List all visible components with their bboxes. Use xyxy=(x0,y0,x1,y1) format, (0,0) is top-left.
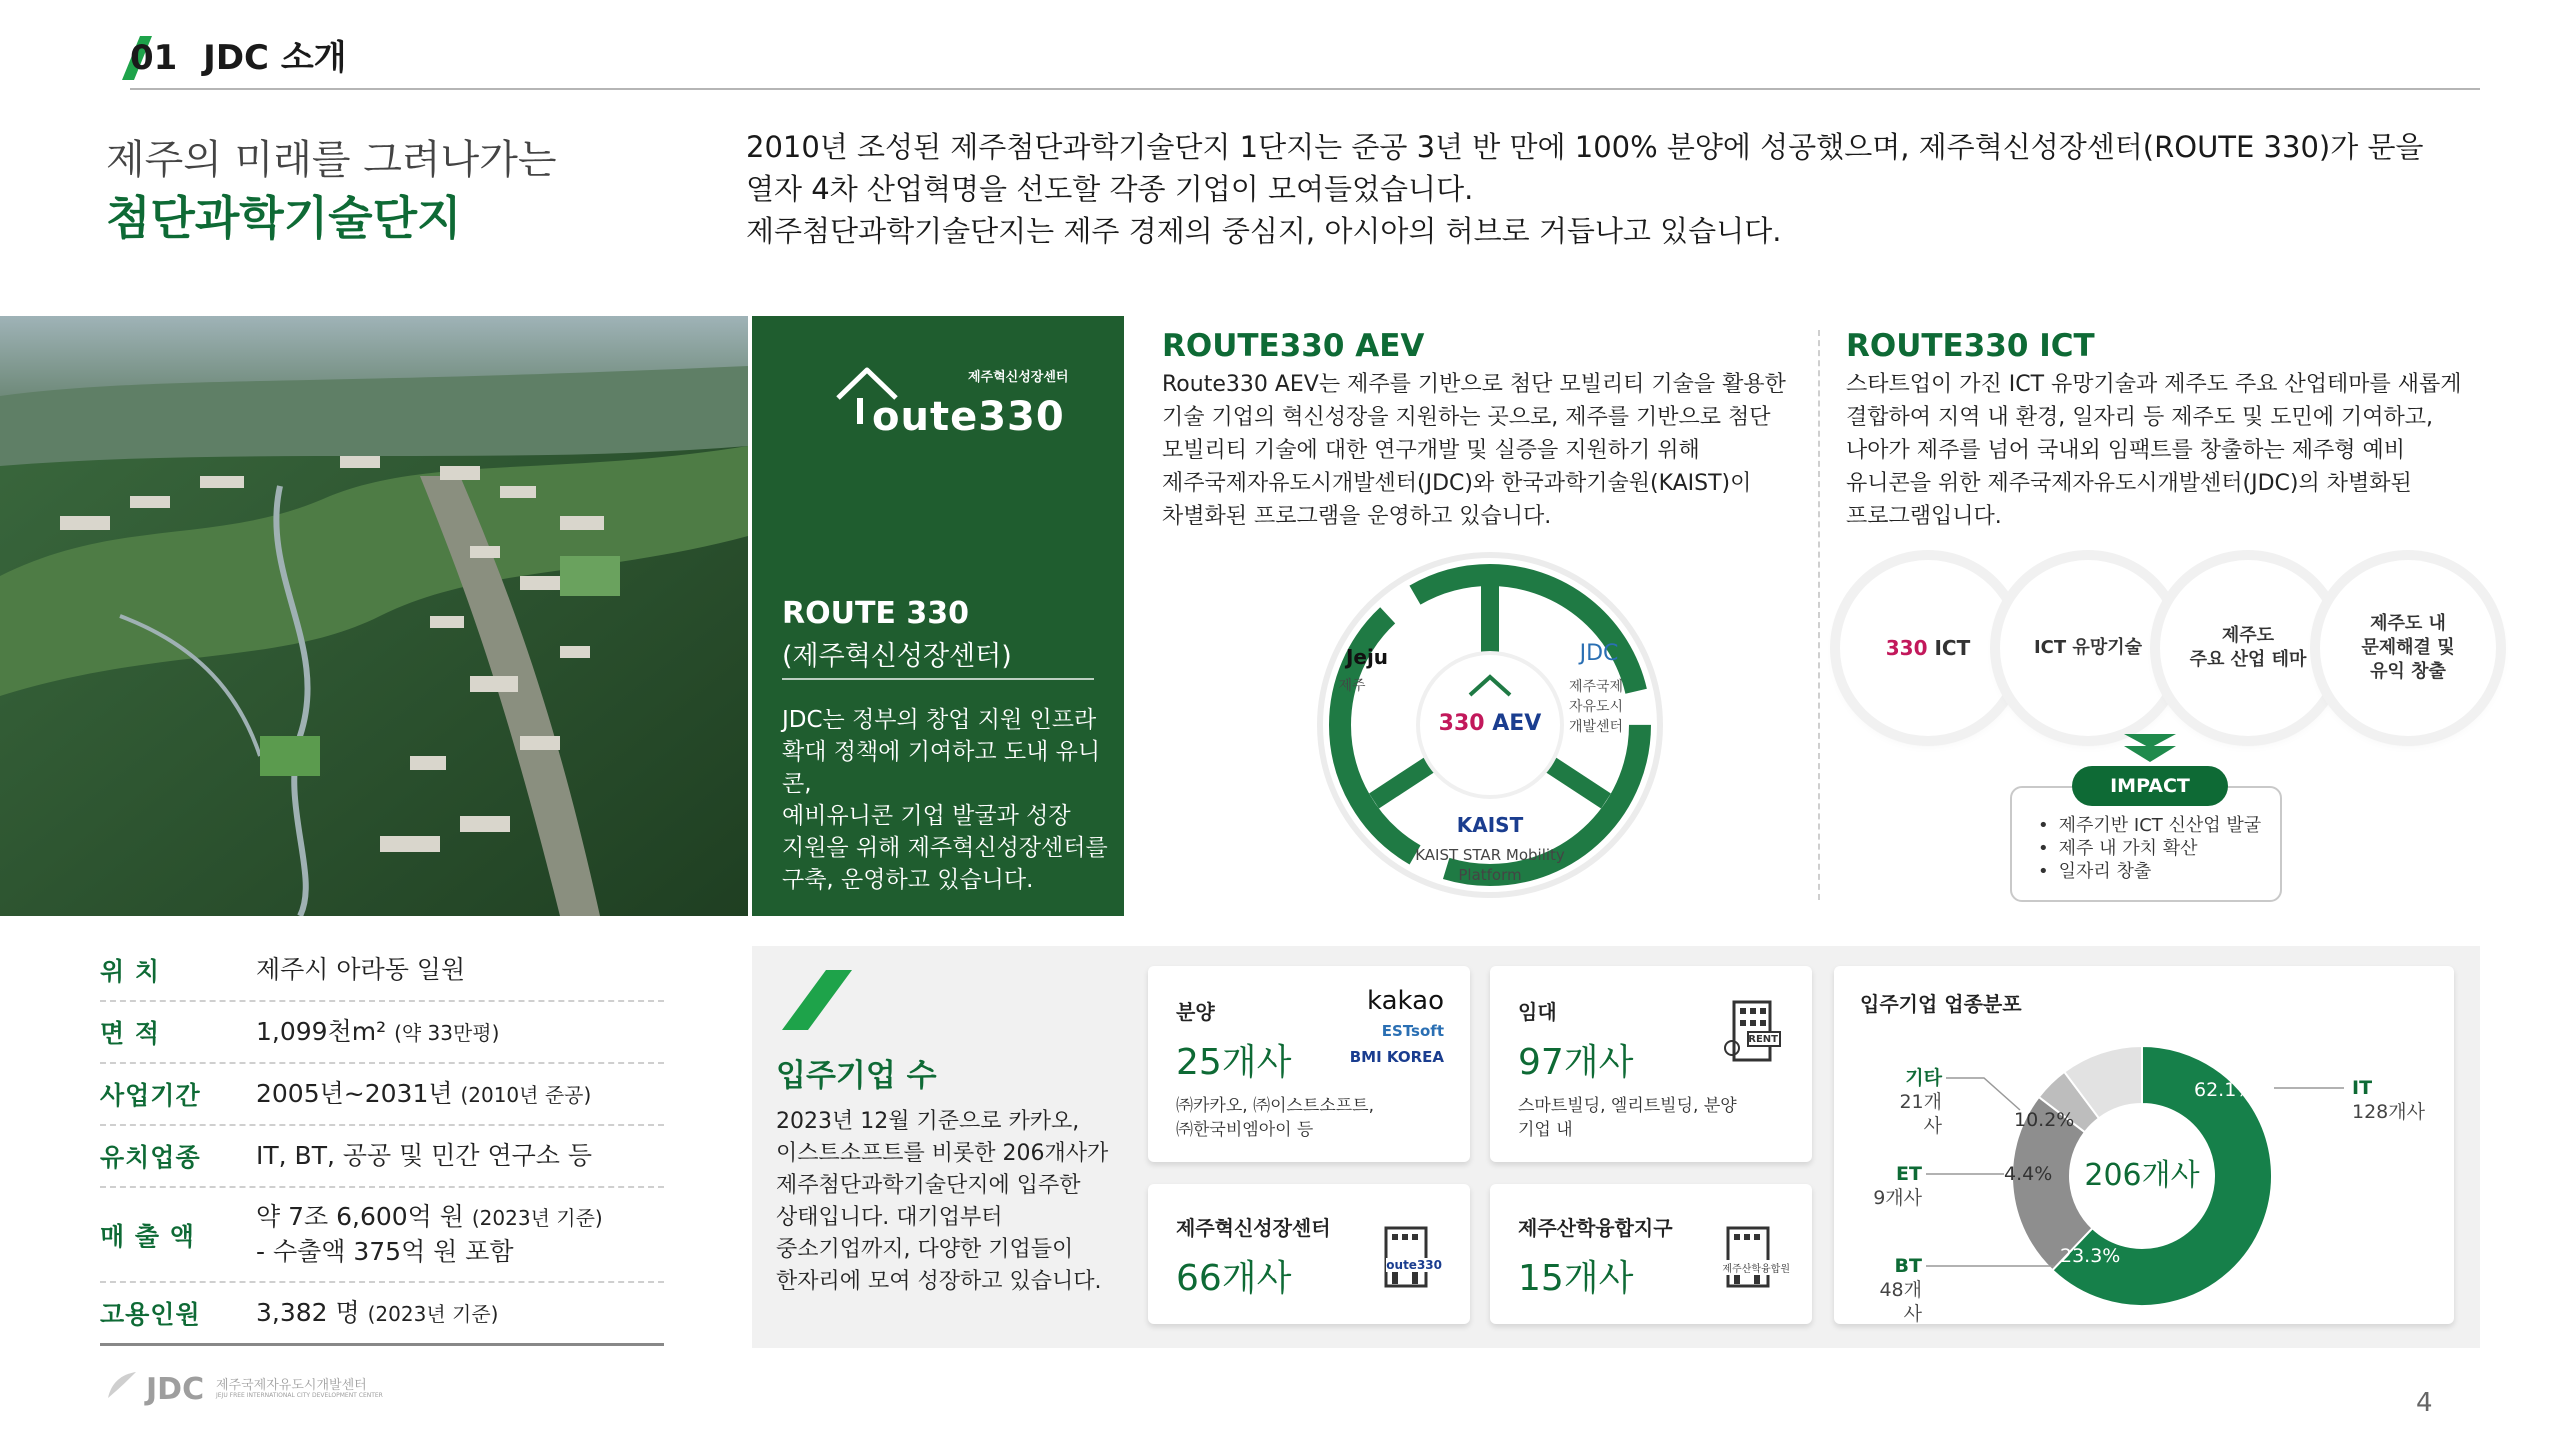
info-value xyxy=(256,1296,664,1331)
jeju-label: 제주 xyxy=(1338,678,1366,694)
building-icon xyxy=(1380,1224,1440,1288)
center-label: AEV xyxy=(1492,711,1542,736)
info-value xyxy=(256,1200,664,1269)
card-count: 15개사 xyxy=(1518,1258,1634,1299)
label-line: KAIST STAR Mobility xyxy=(1415,846,1565,864)
info-row-period xyxy=(100,1064,664,1126)
aerial-photo-illustration xyxy=(0,316,748,916)
legend-name: ET xyxy=(1896,1163,1922,1185)
info-row-employees xyxy=(100,1283,664,1346)
donut-center-label: 206개사 xyxy=(2082,1150,2202,1194)
info-value xyxy=(256,953,664,987)
label-line: Platform xyxy=(1458,866,1522,884)
hero-subtitle: 제주의 미래를 그려나가는 xyxy=(106,137,557,183)
desc-line: 2023년 12월 기준으로 카카오, xyxy=(776,1109,1080,1134)
hero-title: 첨단과학기술단지 xyxy=(106,191,462,245)
aerial-photo xyxy=(0,316,748,916)
slice-label-et: 4.4% xyxy=(2004,1163,2053,1185)
desc-line: 확대 정책에 기여하고 도내 유니콘, xyxy=(782,739,1101,797)
ict-title: ROUTE330 ICT xyxy=(1846,328,2095,364)
legend-count: 48개사 xyxy=(1879,1279,1922,1325)
info-key: 매 출 액 xyxy=(100,1221,195,1251)
kakao-logo: kakao xyxy=(1367,986,1444,1016)
impact-item: • 제주 내 가치 확산 xyxy=(2038,837,2264,860)
info-row-location xyxy=(100,940,664,1002)
info-key: 고용인원 xyxy=(100,1300,201,1329)
slice-label-bt: 23.3% xyxy=(2060,1245,2121,1267)
info-key: 사업기간 xyxy=(100,1081,201,1110)
logo-small-text: 제주혁신성장센터 xyxy=(968,370,1069,385)
section-header xyxy=(130,30,347,79)
desc-line: 지원을 위해 제주혁신성장센터를 xyxy=(782,835,1108,861)
label-line: 개발센터 xyxy=(1568,719,1624,735)
info-value xyxy=(256,1015,664,1050)
desc-line: 결합하여 지역 내 환경, 일자리 등 제주도 및 도민에 기여하고, xyxy=(1846,405,2433,430)
legend-name: BT xyxy=(1894,1255,1922,1277)
header-divider xyxy=(130,88,2480,90)
companies-desc xyxy=(776,1106,1146,1298)
desc-line: 스타트업이 가진 ICT 유망기술과 제주도 주요 산업테마를 새롭게 xyxy=(1846,372,2462,397)
legend-name: 기타 xyxy=(1905,1067,1942,1089)
ict-logo-prefix: 330 xyxy=(1885,636,1928,660)
legend-name: IT xyxy=(2352,1077,2373,1099)
note-line: 기업 내 xyxy=(1518,1120,1573,1140)
desc-line: 제주첨단과학기술단지에 입주한 xyxy=(776,1173,1081,1198)
desc-line: 유니콘을 위한 제주국제자유도시개발센터(JDC)의 차별화된 xyxy=(1846,471,2412,496)
impact-item: • 일자리 창출 xyxy=(2038,860,2264,883)
info-key: 위 치 xyxy=(100,957,161,986)
label-line: 자유도시 xyxy=(1568,699,1624,715)
jdc-leaf-icon xyxy=(104,1368,140,1404)
route330-mini-logo: oute330 xyxy=(1386,1258,1442,1272)
estsoft-logo: ESTsoft xyxy=(1381,1022,1444,1040)
section-title: JDC 소개 xyxy=(203,38,347,78)
desc-line: 이스트소프트를 비롯한 206개사가 xyxy=(776,1141,1109,1166)
value-text-sub: - 수출액 375억 원 포함 xyxy=(256,1237,514,1266)
desc-line: 모빌리티 기술에 대한 연구개발 및 실증을 지원하기 위해 xyxy=(1162,438,1700,463)
desc-line: JDC는 정부의 창업 지원 인프라 xyxy=(782,707,1097,733)
value-text: 3,382 명 xyxy=(256,1297,360,1327)
card-label: 분양 xyxy=(1176,1000,1215,1024)
rent-badge: RENT xyxy=(1748,1034,1778,1045)
jdc-logo: JDC xyxy=(1579,641,1619,666)
column-divider xyxy=(1818,330,1820,900)
ict-circle-logo xyxy=(1840,560,2016,736)
chart-title: 입주기업 업종분포 xyxy=(1860,992,2022,1016)
kaist-label xyxy=(1390,845,1590,885)
card-label: 제주산학융합지구 xyxy=(1518,1216,1673,1240)
intro-line: 2010년 조성된 제주첨단과학기술단지 1단지는 준공 3년 반 만에 100% 분양에 성공했으며, 제주혁신성장센터(ROUTE 330)가 문을 xyxy=(746,130,2424,164)
info-value xyxy=(256,1139,664,1173)
info-row-industry xyxy=(100,1126,664,1188)
ict-circle-problem xyxy=(2320,560,2496,736)
desc-line: 프로그램입니다. xyxy=(1846,504,2002,529)
companies-title: 입주기업 수 xyxy=(776,1058,937,1094)
legend-count: 9개사 xyxy=(1873,1187,1922,1209)
info-row-area xyxy=(100,1002,664,1064)
footer-org-en: JEJU FREE INTERNATIONAL CITY DEVELOPMENT CENTER xyxy=(216,1392,383,1399)
hero-intro xyxy=(746,126,2466,252)
desc-line: 한자리에 모여 성장하고 있습니다. xyxy=(776,1269,1102,1294)
info-key: 유치업종 xyxy=(100,1143,201,1172)
info-row-revenue xyxy=(100,1188,664,1283)
card-sale xyxy=(1148,966,1470,1162)
value-note: (2023년 기준) xyxy=(367,1301,499,1326)
label-line: 제주국제 xyxy=(1568,679,1624,695)
circle-line: 문제해결 및 xyxy=(2361,637,2455,658)
impact-badge: IMPACT xyxy=(2072,766,2228,806)
value-text: 1,099천m² xyxy=(256,1016,387,1046)
card-label: 제주혁신성장센터 xyxy=(1176,1216,1331,1240)
info-table xyxy=(100,940,664,1346)
aev-desc xyxy=(1162,368,1802,533)
slash-accent-icon xyxy=(782,970,852,1030)
slice-label-it: 62.1% xyxy=(2194,1079,2255,1101)
card-rent xyxy=(1490,966,1812,1162)
info-value xyxy=(256,1077,664,1112)
desc-line: 기술 기업의 혁신성장을 지원하는 곳으로, 제주를 기반으로 첨단 xyxy=(1162,405,1771,430)
building-icon xyxy=(1722,998,1782,1062)
circle-line: 주요 산업 테마 xyxy=(2189,649,2307,670)
page-number: 4 xyxy=(2416,1388,2433,1418)
value-note: (2023년 기준) xyxy=(471,1206,603,1230)
bmi-logo: BMI KOREA xyxy=(1349,1048,1444,1066)
card-count: 97개사 xyxy=(1518,1042,1634,1083)
center-prefix: 330 xyxy=(1438,711,1485,736)
value-note: (2010년 준공) xyxy=(460,1082,592,1107)
jdc-label xyxy=(1556,677,1636,737)
card-center xyxy=(1148,1184,1470,1324)
card-district xyxy=(1490,1184,1812,1324)
value-note: (약 33만평) xyxy=(394,1020,500,1045)
aev-center-logo xyxy=(1430,711,1550,736)
note-line: 스마트빌딩, 엘리트빌딩, 분양 xyxy=(1518,1096,1737,1116)
legend-count: 128개사 xyxy=(2352,1101,2425,1123)
circle-line: ICT 유망기술 xyxy=(2033,637,2142,658)
ict-logo-label: ICT xyxy=(1934,636,1971,660)
leader-lines xyxy=(1834,966,2454,1324)
aev-diagram xyxy=(1300,545,1680,905)
desc-line: 구축, 운영하고 있습니다. xyxy=(782,867,1034,893)
route330-divider xyxy=(782,678,1094,680)
route330-subtitle: (제주혁신성장센터) xyxy=(782,641,1012,672)
card-note xyxy=(1518,1094,1737,1142)
ict-circle-tech xyxy=(2000,560,2176,736)
intro-line: 제주첨단과학기술단지는 제주 경제의 중심지, 아시아의 허브로 거듭나고 있습니다. xyxy=(746,214,1782,248)
footer-logo-text: JDC xyxy=(146,1372,205,1407)
impact-item: • 제주기반 ICT 신산업 발굴 xyxy=(2038,814,2264,837)
route330-panel xyxy=(752,316,1124,916)
desc-line: 중소기업까지, 다양한 기업들이 xyxy=(776,1237,1074,1262)
note-line: ㈜카카오, ㈜이스트소프트, xyxy=(1176,1096,1375,1116)
value-text: 약 7조 6,600억 원 xyxy=(256,1202,464,1231)
section-number: 01 xyxy=(130,38,178,78)
value-text: 2005년~2031년 xyxy=(256,1078,453,1108)
card-note xyxy=(1176,1094,1374,1142)
route330-desc xyxy=(782,704,1112,896)
circle-line: 제주도 내 xyxy=(2370,613,2446,634)
circle-line: 유익 창출 xyxy=(2370,661,2446,682)
district-mini-logo: 제주산학융합원 xyxy=(1722,1260,1790,1275)
desc-line: Route330 AEV는 제주를 기반으로 첨단 모빌리티 기술을 활용한 xyxy=(1162,372,1786,397)
card-count: 66개사 xyxy=(1176,1258,1292,1299)
value-text: 제주시 아라동 일원 xyxy=(256,955,466,984)
route330-title: ROUTE 330 xyxy=(782,596,969,631)
desc-line: 상태입니다. 대기업부터 xyxy=(776,1205,1003,1230)
info-key: 면 적 xyxy=(100,1019,161,1048)
chevron-down-icon xyxy=(2124,734,2176,762)
card-industry-chart xyxy=(1834,966,2454,1324)
jeju-logo: Jeju xyxy=(1345,645,1389,669)
ict-desc xyxy=(1846,368,2486,533)
building-icon xyxy=(1722,1224,1782,1288)
desc-line: 제주국제자유도시개발센터(JDC)와 한국과학기술원(KAIST)이 xyxy=(1162,471,1752,496)
note-line: ㈜한국비엠아이 등 xyxy=(1176,1120,1314,1140)
desc-line: 차별화된 프로그램을 운영하고 있습니다. xyxy=(1162,504,1552,529)
desc-line: 나아가 제주를 넘어 국내외 임팩트를 창출하는 제주형 예비 xyxy=(1846,438,2406,463)
ict-circle-theme xyxy=(2160,560,2336,736)
footer-org: 제주국제자유도시개발센터 xyxy=(216,1378,367,1393)
circle-line: 제주도 xyxy=(2221,625,2275,646)
card-count: 25개사 xyxy=(1176,1042,1292,1083)
desc-line: 예비유니콘 기업 발굴과 성장 xyxy=(782,803,1071,829)
intro-line: 열자 4차 산업혁명을 선도할 각종 기업이 모여들었습니다. xyxy=(746,172,1474,206)
kaist-logo: KAIST xyxy=(1456,813,1524,837)
value-text: IT, BT, 공공 및 민간 연구소 등 xyxy=(256,1141,592,1170)
aev-title: ROUTE330 AEV xyxy=(1162,328,1425,364)
legend-count: 21개사 xyxy=(1899,1091,1942,1137)
logo-main-text: oute330 xyxy=(872,394,1065,440)
route330-logo xyxy=(862,354,1102,454)
slice-label-etc: 10.2% xyxy=(2014,1109,2075,1131)
card-label: 임대 xyxy=(1518,1000,1557,1024)
